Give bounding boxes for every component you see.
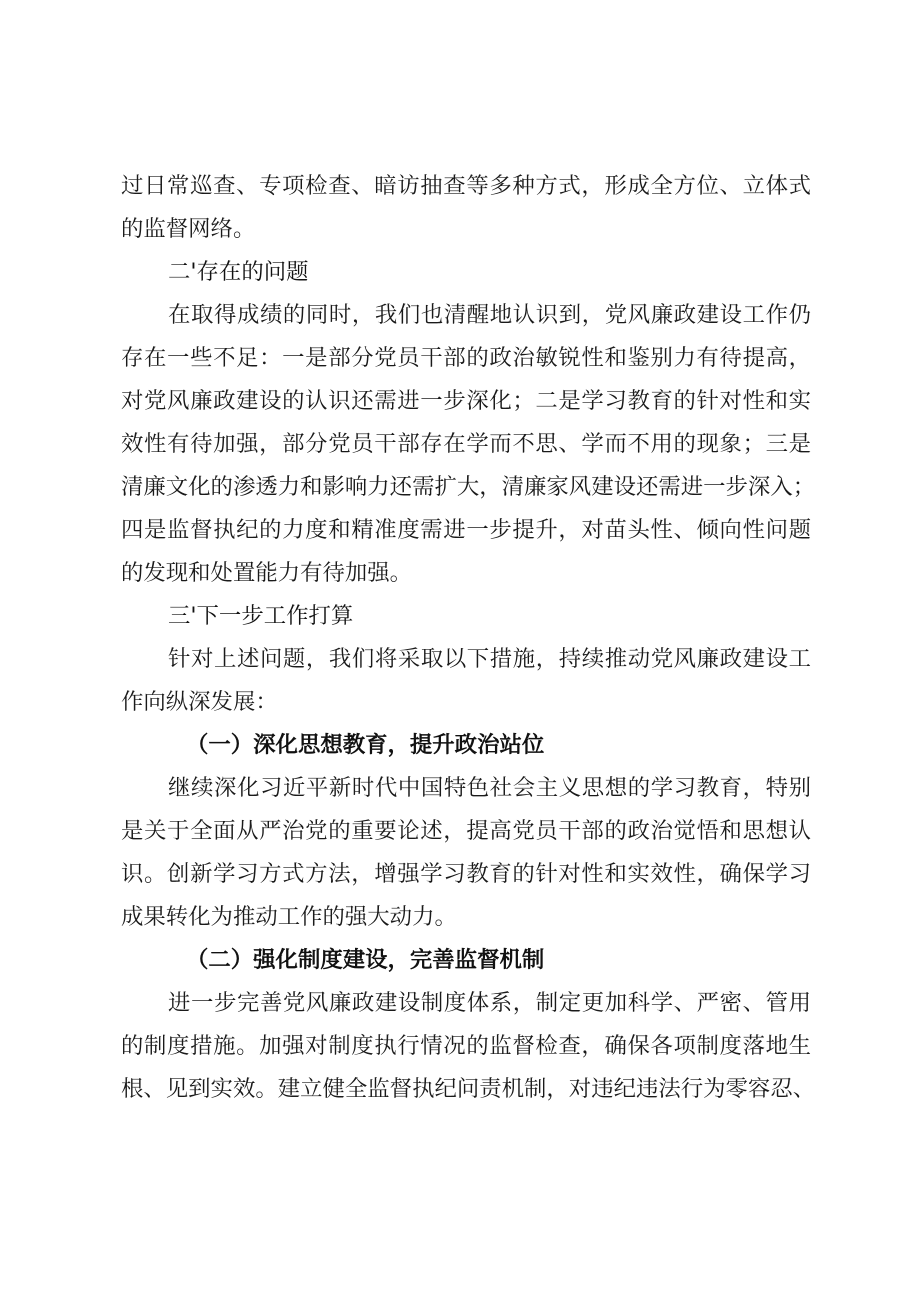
paragraph-line: 是关于全面从严治党的重要论述，提高党员干部的政治觉悟和思想认	[121, 818, 811, 844]
paragraph-line: 效性有待加强，部分党员干部存在学而不思、学而不用的现象；三是	[121, 431, 811, 457]
paragraph-line: 清廉文化的渗透力和影响力还需扩大，清廉家风建设还需进一步深入；	[121, 474, 816, 500]
paragraph-line: 存在一些不足：一是部分党员干部的政治敏锐性和鉴别力有待提高，	[121, 345, 811, 371]
section-heading-problems: 二'存在的问题	[168, 259, 309, 285]
paragraph-line: 四是监督执纪的力度和精准度需进一步提升，对苗头性、倾向性问题	[121, 517, 811, 543]
paragraph-line: 的发现和处置能力有待加强。	[121, 560, 413, 586]
paragraph-line: 根、见到实效。建立健全监督执纪问责机制，对违纪违法行为零容忍、	[121, 1076, 816, 1102]
paragraph-line: 的制度措施。加强对制度执行情况的监督检查，确保各项制度落地生	[121, 1033, 811, 1059]
paragraph-line: 针对上述问题，我们将采取以下措施，持续推动党风廉政建设工	[168, 646, 811, 672]
section-heading-next-steps: 三'下一步工作打算	[168, 603, 354, 629]
paragraph-line: 在取得成绩的同时，我们也清醒地认识到，党风廉政建设工作仍	[168, 302, 811, 328]
paragraph-line: 识。创新学习方式方法，增强学习教育的针对性和实效性，确保学习	[121, 861, 811, 887]
paragraph-line: 过日常巡查、专项检查、暗访抽查等多种方式，形成全方位、立体式	[121, 173, 811, 199]
paragraph-line: 成果转化为推动工作的强大动力。	[121, 904, 457, 930]
paragraph-line: 进一步完善党风廉政建设制度体系，制定更加科学、严密、管用	[168, 990, 811, 1016]
subsection-heading-education: （一）深化思想教育，提升政治站位	[186, 732, 545, 758]
paragraph-line: 对党风廉政建设的认识还需进一步深化；二是学习教育的针对性和实	[121, 388, 811, 414]
paragraph-line: 作向纵深发展：	[121, 689, 278, 715]
paragraph-line: 继续深化习近平新时代中国特色社会主义思想的学习教育，特别	[168, 775, 811, 801]
subsection-heading-institutions: （二）强化制度建设，完善监督机制	[186, 947, 545, 973]
paragraph-line: 的监督网络。	[121, 216, 256, 242]
